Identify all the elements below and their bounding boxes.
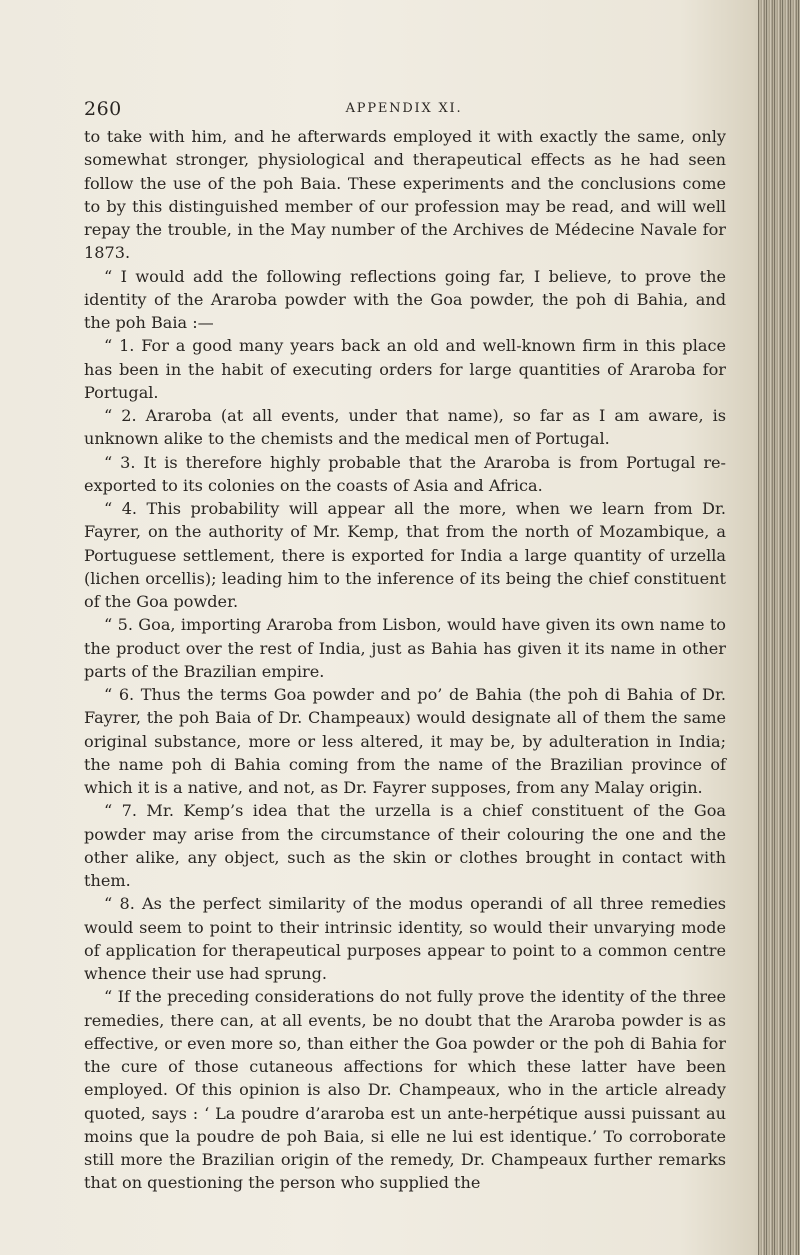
page-number: 260 bbox=[84, 98, 122, 120]
page-header bbox=[84, 98, 724, 122]
paragraph: “ 7. Mr. Kemp’s idea that the urzella is a chief constituent of the Goa powder may arise from the circumstance of their colouring the one and the other alike, any object, such as the skin or clothes brought in contact with them. bbox=[84, 801, 726, 890]
paragraph: “ If the preceding considerations do not fully prove the identity of the three remedies, there can, at all events, be no doubt that the Araroba powder is as effective, or even more so, than either the Goa powder or the poh di Bahia for the cure of those cutaneous affections for which these latter have been employed. Of this opinion is also Dr. Champeaux, who in the article already quoted, says : ‘ La poudre d’araroba est un ante-herpétique aussi puissant au moins que la poudre de poh Baia, si elle ne lui est identique.’ To corroborate still more the Brazilian origin of the remedy, Dr. Champeaux further remarks that on questioning the person who supplied the bbox=[84, 987, 726, 1193]
paragraph: “ 8. As the perfect similarity of the modus operandi of all three remedies would seem to point to their intrinsic identity, so would their unvarying mode of application for therapeutical purposes appear to point to a common centre whence their use had sprung. bbox=[84, 894, 726, 983]
paragraph: “ I would add the following reflections going far, I believe, to prove the identity of the Araroba powder with the Goa powder, the poh di Bahia, and the poh Baia :— bbox=[84, 266, 726, 332]
page-edge-shading bbox=[758, 0, 800, 1255]
paragraph: “ 4. This probability will appear all the more, when we learn from Dr. Fayrer, on the authority of Mr. Kemp, that from the north of Mozambique, a Portuguese settlement, there is exported for India a large quantity of urzella (lichen orcellis); leading him to the inference of its being the chief constituent of the Goa powder. bbox=[84, 499, 726, 611]
body-text bbox=[84, 125, 726, 1195]
paragraph: to take with him, and he afterwards employed it with exactly the same, only somewhat stronger, physiological and therapeutical effects as he had seen follow the use of the poh Baia. These experiments and the conclusions come to by this distinguished member of our profession may be read, and will well repay the trouble, in the May number of the Archives de Médecine Navale for 1873. bbox=[84, 127, 726, 263]
running-head: APPENDIX XI. bbox=[345, 101, 463, 116]
paragraph: “ 1. For a good many years back an old and well-known firm in this place has been in the habit of executing orders for large quantities of Araroba for Portugal. bbox=[84, 336, 726, 402]
paragraph: “ 6. Thus the terms Goa powder and po’ de Bahia (the poh di Bahia of Dr. Fayrer, the poh Baia of Dr. Champeaux) would designate all of them the same original substance, more or less altered, it may be, by adulteration in India; the name poh di Bahia coming from the name of the Brazilian province of which it is a native, and not, as Dr. Fayrer supposes, from any Malay origin. bbox=[84, 685, 726, 797]
paragraph: “ 5. Goa, importing Araroba from Lisbon, would have given its own name to the product over the rest of India, just as Bahia has given it its name in other parts of the Brazilian empire. bbox=[84, 615, 726, 681]
paragraph: “ 2. Araroba (at all events, under that name), so far as I am aware, is unknown alike to the chemists and the medical men of Portugal. bbox=[84, 406, 726, 449]
paragraph: “ 3. It is therefore highly probable that the Araroba is from Portugal re-exported to its colonies on the coasts of Asia and Africa. bbox=[84, 452, 726, 495]
